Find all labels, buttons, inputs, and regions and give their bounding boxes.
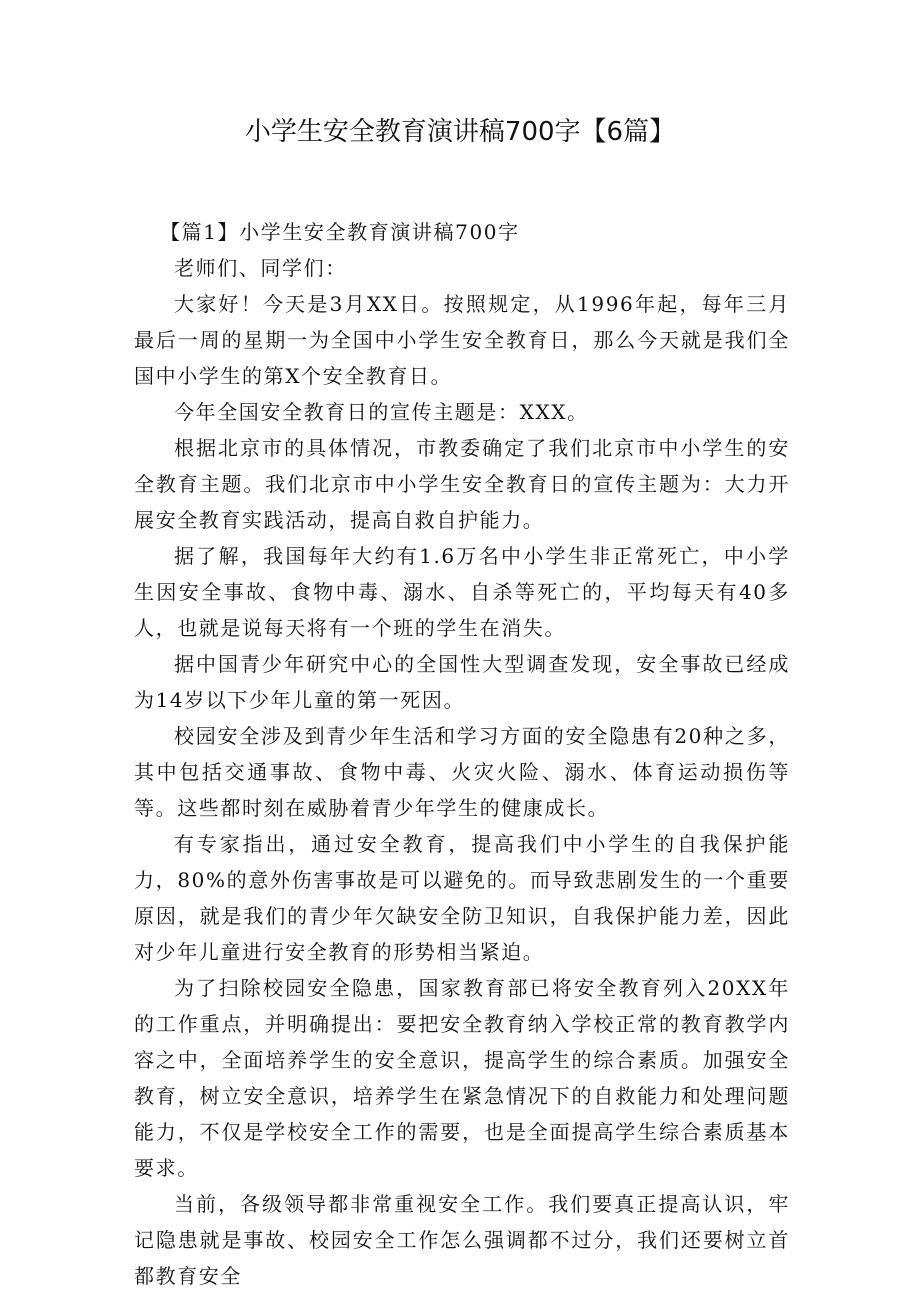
document-title: 小学生安全教育演讲稿700字【6篇】 (244, 117, 676, 147)
body-paragraph: 校园安全涉及到青少年生活和学习方面的安全隐患有20种之多，其中包括交通事故、食物中毒、火灾火险、溺水、体育运动损伤等等。这些都时刻在威胁着青少年学生的健康成长。 (134, 724, 790, 820)
document-body (134, 214, 790, 1294)
body-paragraph: 据了解，我国每年大约有1.6万名中小学生非正常死亡，中小学生因安全事故、食物中毒、溺水、自杀等死亡的，平均每天有40多人，也就是说每天将有一个班的学生在消失。 (134, 544, 790, 640)
body-paragraph: 据中国青少年研究中心的全国性大型调查发现，安全事故已经成为14岁以下少年儿童的第一死因。 (134, 652, 790, 712)
salutation: 老师们、同学们： (174, 256, 347, 280)
body-paragraph: 今年全国安全教育日的宣传主题是：XXX。 (174, 400, 589, 424)
body-paragraph: 有专家指出，通过安全教育，提高我们中小学生的自我保护能力，80%的意外伤害事故是可以避免的。而导致悲剧发生的一个重要原因，就是我们的青少年欠缺安全防卫知识，自我保护能力差，因此对少年儿童进行安全教育的形势相当紧迫。 (134, 832, 790, 964)
body-paragraph: 根据北京市的具体情况，市教委确定了我们北京市中小学生的安全教育主题。我们北京市中小学生安全教育日的宣传主题为：大力开展安全教育实践活动，提高自救自护能力。 (134, 436, 790, 532)
section-heading: 【篇1】小学生安全教育演讲稿700字 (160, 220, 520, 244)
body-paragraph: 当前，各级领导都非常重视安全工作。我们要真正提高认识，牢记隐患就是事故、校园安全工作怎么强调都不过分，我们还要树立首都教育安全 (134, 1192, 790, 1288)
body-paragraph: 为了扫除校园安全隐患，国家教育部已将安全教育列入20XX年的工作重点，并明确提出：要把安全教育纳入学校正常的教育教学内容之中，全面培养学生的安全意识，提高学生的综合素质。加强安全教育，树立安全意识，培养学生在紧急情况下的自救能力和处理问题能力，不仅是学校安全工作的需要，也是全面提高学生综合素质基本要求。 (134, 976, 790, 1180)
body-paragraph: 大家好！今天是3月XX日。按照规定，从1996年起，每年三月最后一周的星期一为全国中小学生安全教育日，那么今天就是我们全国中小学生的第X个安全教育日。 (134, 292, 790, 388)
